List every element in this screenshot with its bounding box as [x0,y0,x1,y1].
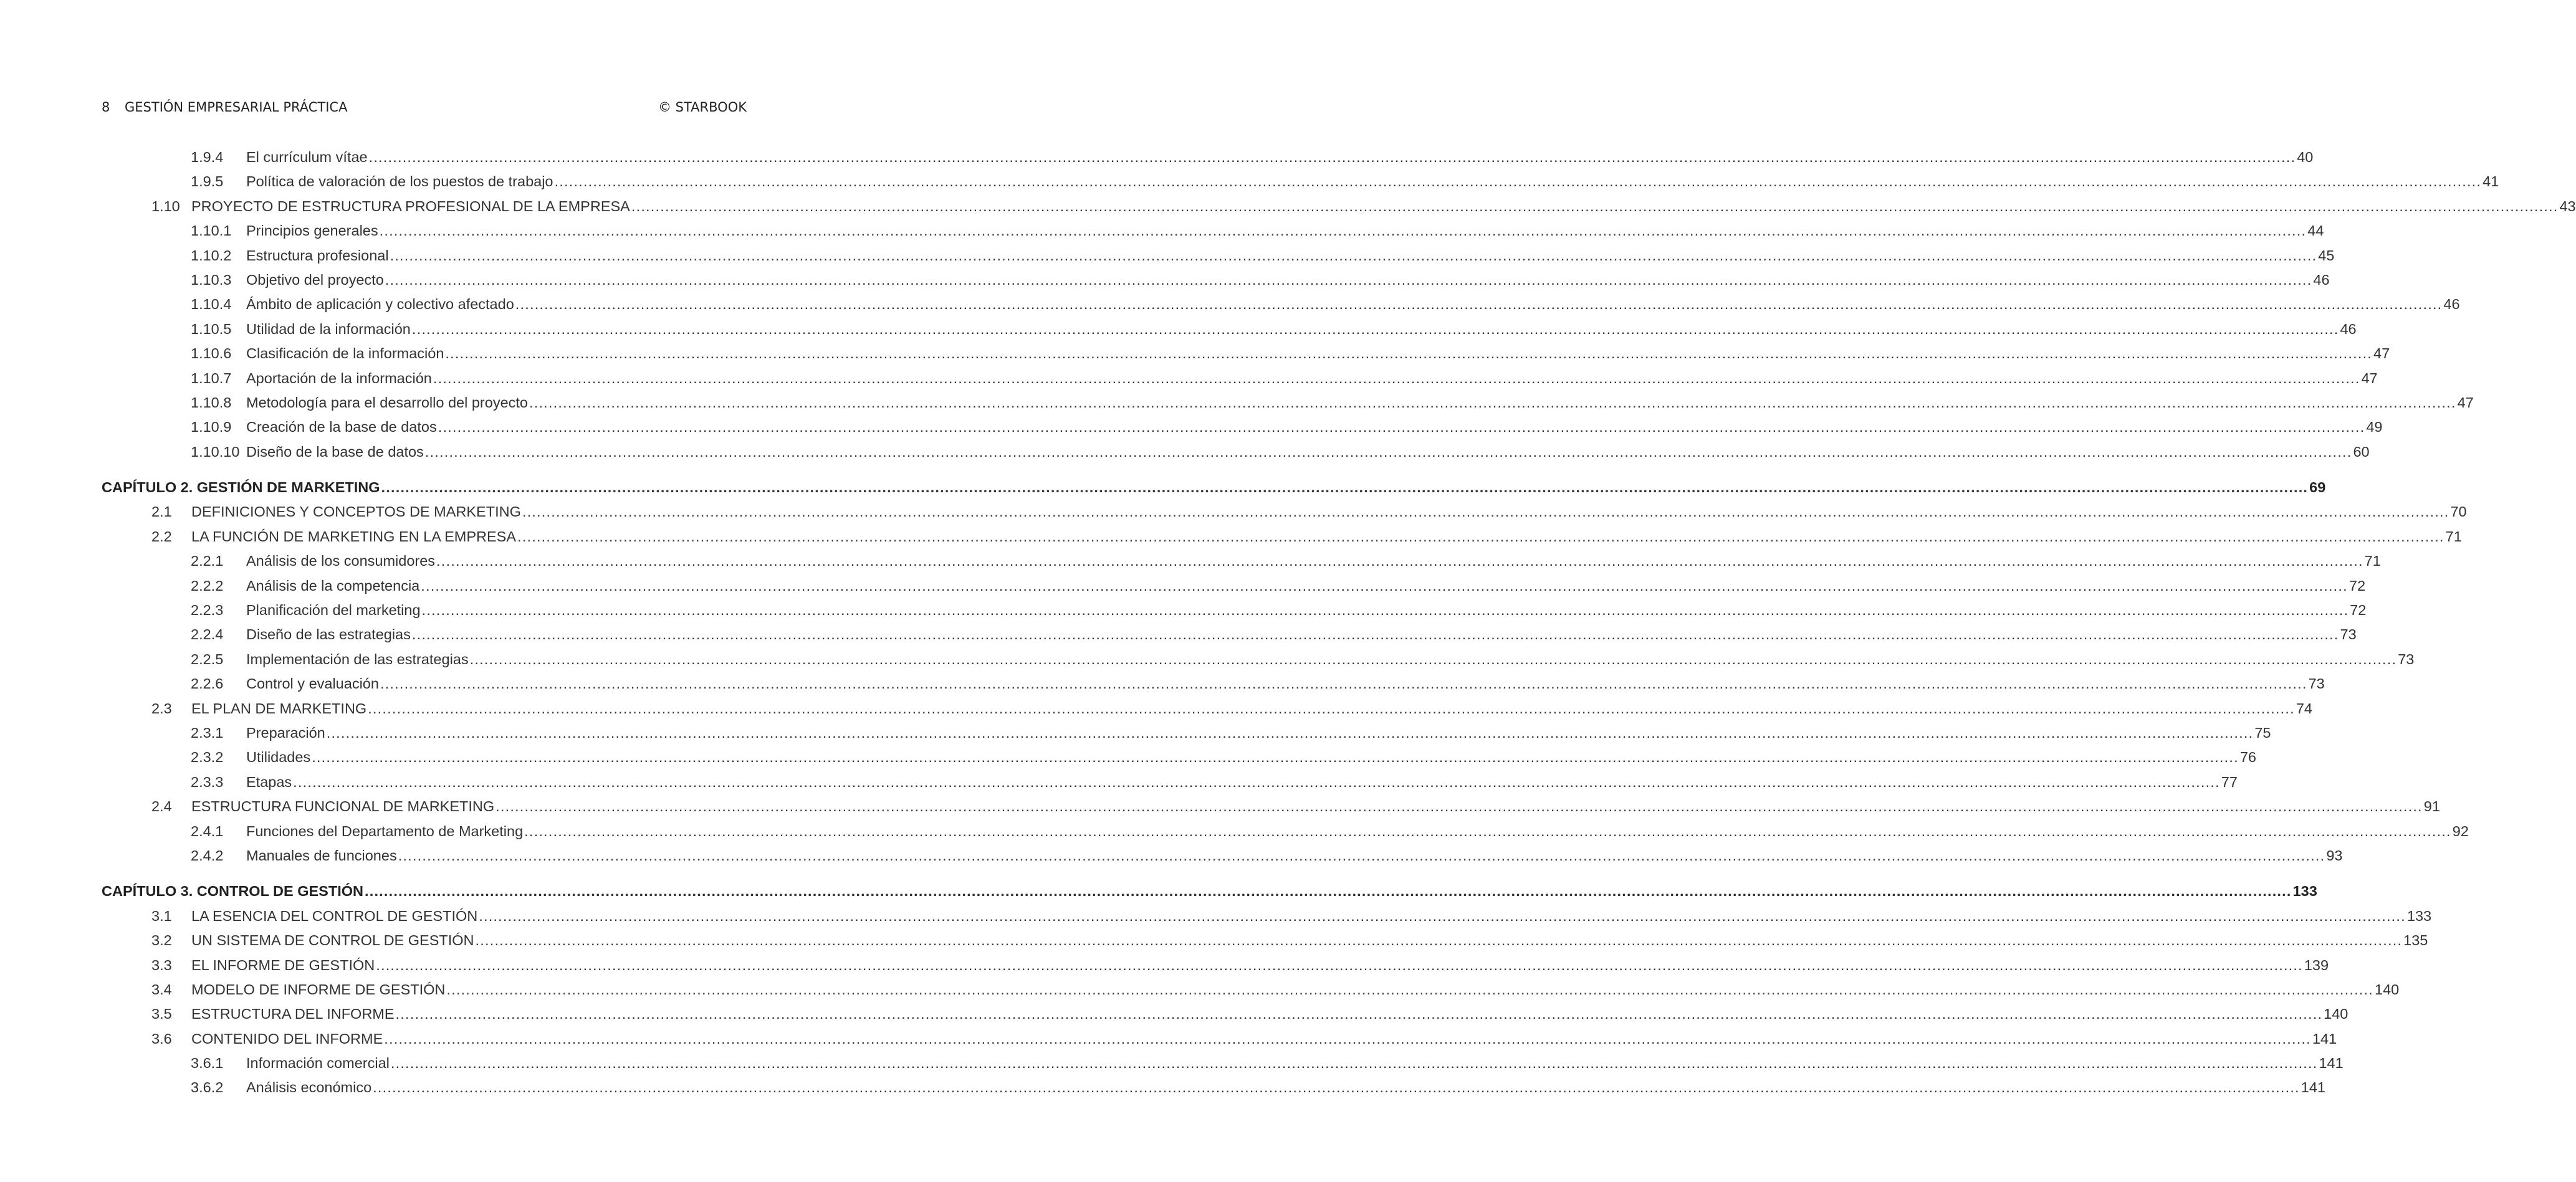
toc-entry-page: 46 [2443,296,2460,313]
toc-entry-title: Metodología para el desarrollo del proyecto [246,394,528,411]
dot-leader: ................................................................................................................................................................................................................................................................................................................................................................................................................ [368,700,2295,717]
toc-entry-row [102,527,2462,551]
toc-entry-title-line [191,907,2432,925]
toc-entry-page: 73 [2308,675,2325,692]
toc-entry-page: 40 [2297,149,2314,165]
toc-entry-page: 133 [2406,907,2432,924]
dot-leader: ................................................................................................................................................................................................................................................................................................................................................................................................................ [421,602,2349,619]
toc-entry-title-line [246,1054,2344,1072]
toc-entry-row [102,1078,2325,1102]
toc-entry-title: CAPÍTULO 2. GESTIÓN DE MARKETING [102,479,380,496]
toc-entry-number: 1.10.4 [191,296,232,313]
toc-entry-row [102,576,2366,601]
toc-entry-title-line [102,882,2317,900]
toc-entry-number: 2.2.2 [191,577,224,594]
toc-entry-number: 2.3.2 [191,749,224,766]
toc-entry-title-line [191,699,2312,718]
toc-entry-page: 49 [2366,419,2383,436]
toc-entry-title-line [246,576,2366,595]
toc-entry-title-line [246,246,2335,265]
toc-entry-number: 2.3 [151,700,172,717]
toc-entry-page: 140 [2375,981,2400,998]
toc-entry-number: 1.10.2 [191,247,232,264]
toc-entry-number: 1.9.5 [191,173,224,190]
toc-entry-title: Análisis de los consumidores [246,553,436,570]
toc-entry-title: Diseño de la base de datos [246,443,424,460]
toc-entry-number: 1.10.9 [191,419,232,436]
toc-entry-row [102,320,2357,344]
toc-entry-title-line [246,295,2460,313]
toc-entry-number: 1.10.3 [191,271,232,288]
dot-leader: ................................................................................................................................................................................................................................................................................................................................................................................................................ [390,1055,2318,1072]
toc-entry-row [102,148,2314,172]
toc-entry-title: Utilidad de la información [246,320,411,337]
toc-entry-title: Información comercial [246,1055,390,1072]
toc-entry-title: Clasificación de la información [246,345,444,362]
toc-entry-title-line [246,551,2381,570]
toc-entry-row [102,907,2432,931]
toc-entry-title: ESTRUCTURA FUNCIONAL DE MARKETING [191,798,495,815]
toc-entry-number: 2.3.1 [191,724,224,741]
toc-entry-page: 41 [2483,173,2499,190]
dot-leader: ................................................................................................................................................................................................................................................................................................................................................................................................................ [446,981,2373,998]
toc-entry-row [102,931,2428,955]
toc-entry-title-line [246,270,2330,289]
toc-entry-row [102,956,2329,980]
toc-entry-row [102,551,2381,576]
dot-leader: ................................................................................................................................................................................................................................................................................................................................................................................................................ [312,749,2239,766]
toc-entry-number: 2.2.4 [191,626,224,643]
dot-leader: ................................................................................................................................................................................................................................................................................................................................................................................................................ [631,198,2559,214]
toc-entry-number: 2.2.1 [191,553,224,570]
toc-entry-title: LA FUNCIÓN DE MARKETING EN LA EMPRESA [191,528,517,545]
toc-entry-title-line [246,773,2238,791]
toc-entry-title-line [246,417,2383,436]
toc-entry-page: 135 [2403,932,2428,949]
toc-entry-title: UN SISTEMA DE CONTROL DE GESTIÓN [191,932,474,949]
dot-leader: ................................................................................................................................................................................................................................................................................................................................................................................................................ [381,479,2309,496]
toc-entry-number: 1.10.10 [191,443,240,460]
toc-entry-title-line [191,797,2440,816]
dot-leader: ................................................................................................................................................................................................................................................................................................................................................................................................................ [411,320,2339,337]
toc-entry-number: 1.10.1 [191,222,232,239]
dot-leader: ................................................................................................................................................................................................................................................................................................................................................................................................................ [384,1030,2311,1047]
toc-entry-row [102,1054,2344,1078]
toc-entry-page: 76 [2239,749,2256,766]
dot-leader: ................................................................................................................................................................................................................................................................................................................................................................................................................ [436,553,2363,570]
toc-chapter-row [102,882,2317,906]
toc-entry-title: Control y evaluación [246,675,379,692]
dot-leader: ................................................................................................................................................................................................................................................................................................................................................................................................................ [554,173,2482,190]
toc-entry-page: 74 [2296,700,2312,717]
dot-leader: ................................................................................................................................................................................................................................................................................................................................................................................................................ [496,798,2423,815]
toc-entry-title: Análisis de la competencia [246,577,420,594]
toc-entry-page: 47 [2373,345,2390,362]
toc-entry-row [102,822,2469,846]
toc-entry-number: 1.10.7 [191,369,232,386]
toc-entry-title: ESTRUCTURA DEL INFORME [191,1006,395,1022]
dot-leader: ................................................................................................................................................................................................................................................................................................................................................................................................................ [515,296,2443,313]
toc-entry-number: 1.9.4 [191,149,224,165]
toc-entry-title: Preparación [246,724,325,741]
dot-leader: ................................................................................................................................................................................................................................................................................................................................................................................................................ [373,1079,2300,1096]
toc-entry-title: Aportación de la información [246,369,432,386]
toc-entry-title: DEFINICIONES Y CONCEPTOS DE MARKETING [191,503,521,520]
toc-entry-page: 72 [2350,602,2367,619]
dot-leader: ................................................................................................................................................................................................................................................................................................................................................................................................................ [424,443,2352,460]
toc-entry-number: 2.1 [151,503,172,520]
dot-leader: ................................................................................................................................................................................................................................................................................................................................................................................................................ [376,956,2303,973]
toc-entry-number: 3.5 [151,1006,172,1022]
toc-entry-title-line [246,674,2325,693]
toc-entry-number: 1.10.8 [191,394,232,411]
toc-entry-title-line [246,822,2469,841]
dot-leader: ................................................................................................................................................................................................................................................................................................................................................................................................................ [411,626,2339,643]
toc-entry-page: 71 [2445,528,2462,545]
dot-leader: ................................................................................................................................................................................................................................................................................................................................................................................................................ [385,271,2312,288]
toc-entry-title-line [191,527,2462,546]
toc-entry-page: 141 [2301,1079,2325,1096]
toc-entry-page: 43 [2559,198,2576,214]
toc-entry-row [102,980,2400,1004]
toc-entry-title: CAPÍTULO 3. CONTROL DE GESTIÓN [102,883,363,900]
toc-entry-row [102,699,2312,723]
toc-entry-number: 2.2.5 [191,651,224,667]
toc-entry-row [102,197,2576,221]
toc-entry-number: 1.10.5 [191,320,232,337]
toc-entry-title-line [191,1029,2337,1048]
dot-leader: ................................................................................................................................................................................................................................................................................................................................................................................................................ [524,822,2451,839]
toc-entry-number: 2.4.2 [191,847,224,864]
toc-entry-title-line [191,980,2400,999]
toc-entry-page: 45 [2318,247,2335,264]
toc-entry-row [102,723,2271,748]
toc-entry-row [102,172,2499,196]
toc-entry-title-line [246,344,2390,363]
toc-entry-title: CONTENIDO DEL INFORME [191,1030,383,1047]
publisher: © STARBOOK [658,100,747,115]
dot-leader: ................................................................................................................................................................................................................................................................................................................................................................................................................ [479,907,2406,924]
toc-entry-row [102,625,2357,649]
toc-entry-title: Ámbito de aplicación y colectivo afectado [246,296,514,313]
toc-entry-page: 93 [2326,847,2343,864]
dot-leader: ................................................................................................................................................................................................................................................................................................................................................................................................................ [395,1006,2323,1022]
dot-leader: ................................................................................................................................................................................................................................................................................................................................................................................................................ [517,528,2444,545]
dot-leader: ................................................................................................................................................................................................................................................................................................................................................................................................................ [293,773,2220,790]
toc-entry-page: 70 [2450,503,2467,520]
dot-leader: ................................................................................................................................................................................................................................................................................................................................................................................................................ [379,222,2307,239]
toc-entry-title-line [246,442,2370,461]
toc-entry-row [102,246,2335,270]
toc-entry-number: 2.4 [151,798,172,815]
toc-entry-row [102,1029,2337,1054]
toc-entry-title-line [246,320,2357,338]
toc-entry-title: EL INFORME DE GESTIÓN [191,956,375,973]
dot-leader: ................................................................................................................................................................................................................................................................................................................................................................................................................ [390,247,2317,264]
dot-leader: ................................................................................................................................................................................................................................................................................................................................................................................................................ [421,577,2348,594]
toc-entry-number: 2.4.1 [191,822,224,839]
toc-entry-title: El currículum vítae [246,149,368,165]
toc-entry-row [102,797,2440,821]
dot-leader: ................................................................................................................................................................................................................................................................................................................................................................................................................ [433,369,2360,386]
toc-entry-row [102,846,2343,870]
toc-entry-page: 60 [2353,443,2370,460]
toc-entry-number: 3.2 [151,932,172,949]
toc-entry-number: 3.3 [151,956,172,973]
toc-entry-title-line [191,931,2428,950]
toc-entry-title: Política de valoración de los puestos de trabajo [246,173,553,190]
toc-entry-title-line [246,172,2499,191]
toc-entry-page: 139 [2304,956,2329,973]
toc-entry-row [102,748,2256,772]
toc-entry-title-line [102,478,2326,497]
toc-entry-page: 46 [2313,271,2330,288]
dot-leader: ................................................................................................................................................................................................................................................................................................................................................................................................................ [522,503,2449,520]
toc-entry-row [102,393,2474,417]
toc-entry-page: 44 [2307,222,2324,239]
toc-entry-title-line [246,846,2343,865]
toc-entry-number: 3.1 [151,907,172,924]
toc-entry-row [102,674,2325,698]
toc-entry-number: 2.2 [151,528,172,545]
toc-entry-number: 3.4 [151,981,172,998]
toc-entry-title-line [246,723,2271,742]
toc-entry-page: 140 [2324,1006,2349,1022]
toc-entry-title: PROYECTO DE ESTRUCTURA PROFESIONAL DE LA EMPRESA [191,198,630,214]
toc-entry-title-line [246,369,2378,388]
dot-leader: ................................................................................................................................................................................................................................................................................................................................................................................................................ [469,651,2397,667]
toc-entry-number: 3.6 [151,1030,172,1047]
toc-entry-row [102,295,2460,319]
toc-entry-title: EL PLAN DE MARKETING [191,700,367,717]
toc-entry-title: Implementación de las estrategias [246,651,469,667]
toc-entry-row [102,601,2367,625]
toc-entry-page: 133 [2292,883,2317,900]
toc-entry-page: 47 [2361,369,2378,386]
dot-leader: ................................................................................................................................................................................................................................................................................................................................................................................................................ [445,345,2373,362]
toc-entry-page: 73 [2398,651,2415,667]
toc-entry-row [102,442,2370,467]
dot-leader: ................................................................................................................................................................................................................................................................................................................................................................................................................ [380,675,2307,692]
toc-entry-number: 2.3.3 [191,773,224,790]
toc-entry-title-line [246,393,2474,412]
table-of-contents [102,148,2576,1103]
toc-entry-title-line [246,625,2357,644]
toc-entry-title: Estructura profesional [246,247,389,264]
toc-entry-page: 47 [2457,394,2474,411]
book-title: GESTIÓN EMPRESARIAL PRÁCTICA [125,100,348,115]
toc-entry-number: 3.6.2 [191,1079,224,1096]
toc-entry-title: Manuales de funciones [246,847,397,864]
toc-entry-page: 77 [2221,773,2238,790]
toc-entry-title: MODELO DE INFORME DE GESTIÓN [191,981,446,998]
toc-entry-title-line [246,601,2367,619]
toc-entry-number: 3.6.1 [191,1055,224,1072]
toc-entry-row [102,650,2415,674]
toc-entry-title-line [246,148,2314,166]
dot-leader: ................................................................................................................................................................................................................................................................................................................................................................................................................ [438,419,2365,436]
toc-entry-page: 69 [2309,479,2326,496]
toc-entry-row [102,417,2383,442]
dot-leader: ................................................................................................................................................................................................................................................................................................................................................................................................................ [368,149,2296,165]
dot-leader: ................................................................................................................................................................................................................................................................................................................................................................................................................ [364,883,2292,900]
dot-leader: ................................................................................................................................................................................................................................................................................................................................................................................................................ [326,724,2254,741]
toc-entry-title-line [246,1078,2325,1097]
toc-entry-page: 141 [2312,1030,2337,1047]
toc-entry-page: 46 [2340,320,2357,337]
toc-entry-page: 75 [2254,724,2271,741]
toc-entry-title: Etapas [246,773,292,790]
toc-entry-number: 2.2.6 [191,675,224,692]
dot-leader: ................................................................................................................................................................................................................................................................................................................................................................................................................ [529,394,2456,411]
toc-entry-row [102,270,2330,295]
running-header [102,100,747,118]
page-number: 8 [102,100,110,115]
toc-entry-page: 71 [2364,553,2381,570]
toc-entry-title-line [191,502,2467,521]
toc-entry-number: 1.10 [151,198,180,214]
toc-entry-page: 141 [2319,1055,2344,1072]
toc-entry-title-line [191,197,2576,216]
toc-entry-title: Funciones del Departamento de Marketing [246,822,524,839]
dot-leader: ................................................................................................................................................................................................................................................................................................................................................................................................................ [475,932,2403,949]
toc-entry-row [102,344,2390,368]
toc-entry-row [102,773,2238,797]
toc-entry-title-line [246,650,2415,669]
toc-entry-title: Análisis económico [246,1079,372,1096]
toc-entry-row [102,502,2467,527]
toc-entry-title-line [246,748,2256,766]
toc-entry-page: 72 [2349,577,2366,594]
toc-entry-row [102,221,2324,245]
toc-entry-title: Diseño de las estrategias [246,626,411,643]
toc-entry-title: Objetivo del proyecto [246,271,384,288]
toc-entry-title: Utilidades [246,749,311,766]
toc-entry-number: 2.2.3 [191,602,224,619]
toc-entry-title: LA ESENCIA DEL CONTROL DE GESTIÓN [191,907,478,924]
toc-chapter-row [102,478,2326,502]
toc-entry-number: 1.10.6 [191,345,232,362]
toc-entry-page: 73 [2340,626,2357,643]
toc-entry-page: 91 [2423,798,2440,815]
toc-entry-title-line [246,221,2324,240]
toc-entry-title-line [191,1004,2349,1023]
toc-entry-row [102,369,2378,393]
toc-entry-page: 92 [2452,822,2469,839]
toc-entry-title: Planificación del marketing [246,602,421,619]
toc-entry-title: Principios generales [246,222,378,239]
dot-leader: ................................................................................................................................................................................................................................................................................................................................................................................................................ [398,847,2325,864]
toc-entry-row [102,1004,2349,1029]
toc-entry-title: Creación de la base de datos [246,419,437,436]
toc-entry-title-line [191,956,2329,975]
